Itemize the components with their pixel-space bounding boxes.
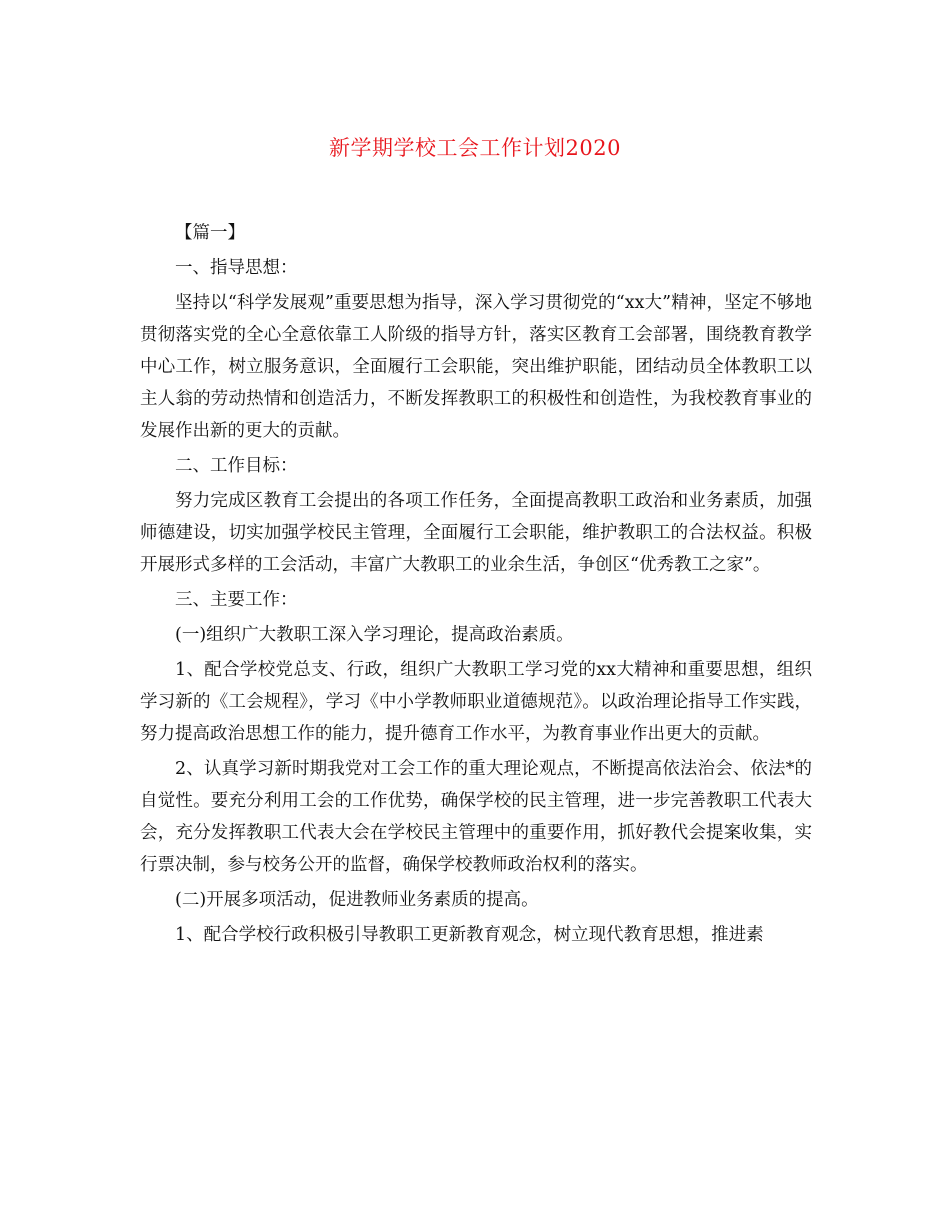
item-heading: (一)组织广大教职工深入学习理论，提高政治素质。: [175, 625, 574, 645]
body-paragraph: 坚持以“科学发展观”重要思想为指导，深入学习贯彻党的“xx大”精神，坚定不够地贯彻落实党的全心全意依靠工人阶级的指导方针，落实区教育工会部署，围绕教育教学中心工作，树立服务意识，全面履行工会职能，突出维护职能，团结动员全体教职工以主人翁的劳动热情和创造活力，不断发挥教职工的积极性和创造性，为我校教育事业的发展作出新的更大的贡献。: [140, 293, 812, 441]
subsection-heading: 一、指导思想：: [175, 258, 298, 278]
body-paragraph: 1、配合学校党总支、行政，组织广大教职工学习党的xx大精神和重要思想，组织学习新的《工会规程》，学习《中小学教师职业道德规范》。以政治理论指导工作实践，努力提高政治思想工作的能力，提升德育工作水平，为教育事业作出更大的贡献。: [140, 660, 812, 744]
subsection-heading: 二、工作目标：: [175, 456, 298, 476]
item-heading: (二)开展多项活动，促进教师业务素质的提高。: [175, 890, 539, 910]
body-paragraph: 努力完成区教育工会提出的各项工作任务，全面提高教职工政治和业务素质，加强师德建设，切实加强学校民主管理，全面履行工会职能，维护教职工的合法权益。积极开展形式多样的工会活动，丰富广大教职工的业余生活，争创区“优秀教工之家”。: [140, 491, 812, 575]
body-paragraph: 2、认真学习新时期我党对工会工作的重大理论观点，不断提高依法治会、依法*的自觉性。要充分利用工会的工作优势，确保学校的民主管理，进一步完善教职工代表大会，充分发挥教职工代表大会在学校民主管理中的重要作用，抓好教代会提案收集，实行票决制，参与校务公开的监督，确保学校教师政治权利的落实。: [140, 759, 812, 875]
subsection-heading: 三、主要工作：: [175, 590, 298, 610]
body-paragraph: 1、配合学校行政积极引导教职工更新教育观念，树立现代教育思想，推进素: [175, 925, 764, 945]
document-title: 新学期学校工会工作计划2020: [329, 136, 621, 160]
section-heading: 【篇一】: [175, 223, 245, 243]
document-body: [140, 217, 812, 954]
